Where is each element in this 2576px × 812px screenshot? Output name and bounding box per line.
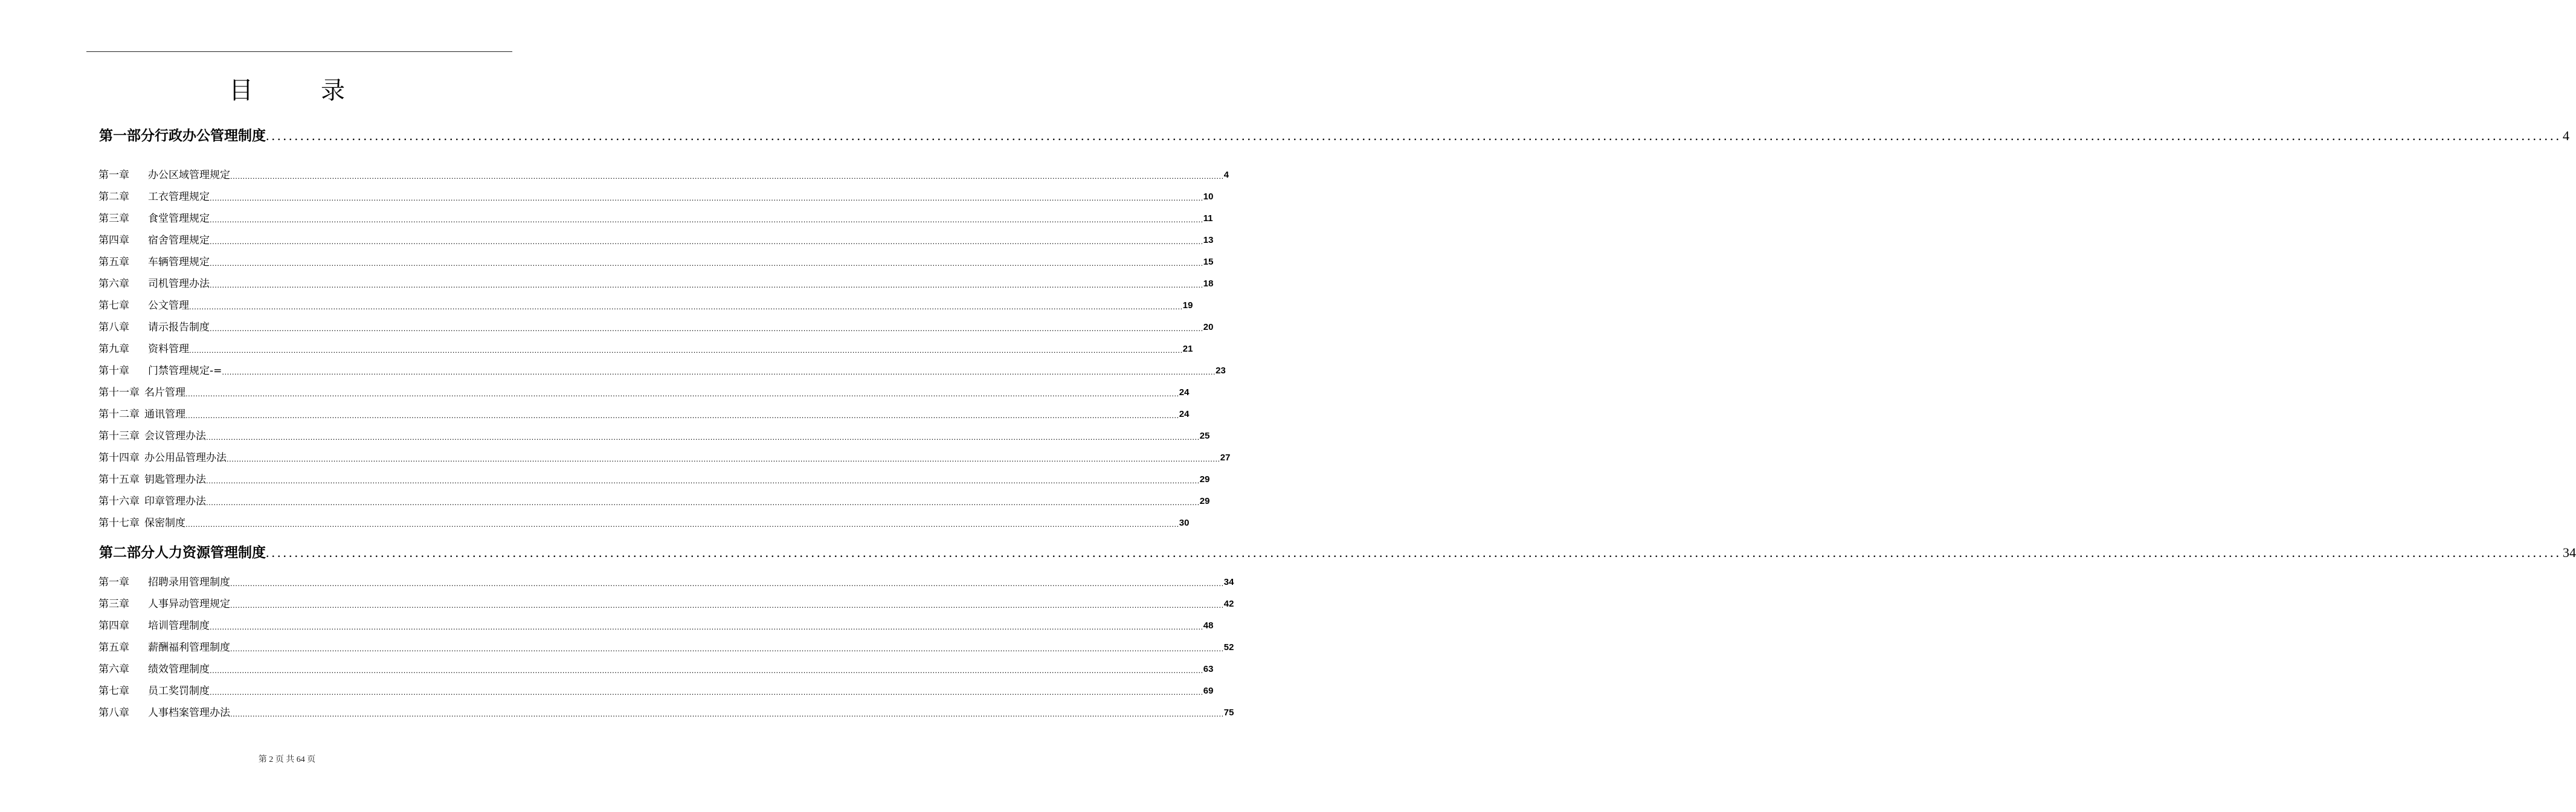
chapter-page-number: 10 xyxy=(1203,192,1214,202)
chapter-number: 第十章 xyxy=(98,365,129,377)
part-label: 第一部分 xyxy=(99,128,155,144)
dot-leader: ................................................................................................................................................................................................................................................................................................................................................................................................................ xyxy=(206,498,1200,507)
chapter-page-number: 25 xyxy=(1199,431,1210,441)
chapter-title: 薪酬福利管理制度 xyxy=(148,642,230,654)
dot-leader: ................................................................................................................................................................................................................................................................................................................................................................................................................ xyxy=(206,476,1200,485)
dot-leader: ................................................................................................................................................................................................................................................................................................................................................................................................................ xyxy=(222,367,1216,376)
chapter-title: 名片管理 xyxy=(144,387,185,399)
toc-entry[interactable] xyxy=(98,341,1193,356)
chapter-number: 第九章 xyxy=(98,343,129,355)
dot-leader: ................................................................................................................................................................................................................................................................................................................................................................................................................ xyxy=(185,411,1179,420)
chapter-number: 第四章 xyxy=(98,234,129,246)
page-footer: 第 2 页 共 64 页 xyxy=(258,755,316,764)
toc-entry[interactable] xyxy=(98,450,1231,465)
chapter-title: 公文管理 xyxy=(148,300,189,312)
toc-entry[interactable] xyxy=(98,232,1214,248)
toc-entry[interactable] xyxy=(98,574,1234,590)
chapter-number: 第三章 xyxy=(98,213,129,225)
chapter-title: 工衣管理规定 xyxy=(148,191,210,203)
dot-leader: ................................................................................................................................................................................................................................................................................................................................................................................................................ xyxy=(230,709,1224,718)
chapter-title: 办公区域管理规定 xyxy=(148,169,230,181)
chapter-page-number: 27 xyxy=(1220,453,1231,463)
chapter-title: 司机管理办法 xyxy=(148,278,210,290)
chapter-title: 请示报告制度 xyxy=(148,321,210,334)
toc-entry[interactable] xyxy=(98,384,1190,400)
chapter-page-number: 63 xyxy=(1203,664,1214,674)
dot-leader: ................................................................................................................................................................................................................................................................................................................................................................................................................ xyxy=(230,172,1224,181)
dot-leader: ................................................................................................................................................................................................................................................................................................................................................................................................................ xyxy=(210,622,1203,631)
part-page-number: 4 xyxy=(2563,128,2569,143)
toc-entry[interactable] xyxy=(98,471,1210,487)
chapter-page-number: 29 xyxy=(1199,474,1210,485)
chapter-page-number: 24 xyxy=(1179,387,1190,398)
chapter-number: 第七章 xyxy=(98,685,129,697)
chapter-title: 办公用品管理办法 xyxy=(144,452,227,464)
chapter-page-number: 42 xyxy=(1223,599,1234,609)
chapter-page-number: 52 xyxy=(1223,642,1234,652)
chapter-title: 通讯管理 xyxy=(144,408,185,420)
dot-leader: ................................................................................................................................................................................................................................................................................................................................................................................................................ xyxy=(189,302,1183,311)
page-title: 目 录 xyxy=(229,77,367,105)
dot-leader: ................................................................................................................................................................................................................................................................................................................................................................................................................ xyxy=(210,215,1203,224)
toc-entry[interactable] xyxy=(98,406,1190,422)
toc-entry[interactable] xyxy=(98,493,1210,509)
chapter-title: 印章管理办法 xyxy=(144,495,206,507)
chapter-page-number: 23 xyxy=(1216,366,1226,376)
dot-leader: ................................................................................................................................................................................................................................................................................................................................................................................................................ xyxy=(210,280,1203,289)
toc-entry[interactable] xyxy=(98,254,1214,269)
part-name: 人力资源管理制度 xyxy=(155,545,266,561)
chapter-number: 第十七章 xyxy=(98,517,140,529)
chapter-title: 资料管理 xyxy=(148,343,189,355)
dot-leader: ................................................................................................................................................................................................................................................................................................................................................................................................................ xyxy=(266,545,2562,560)
chapter-number: 第二章 xyxy=(98,191,129,203)
chapter-title: 人事异动管理规定 xyxy=(148,598,230,610)
chapter-number: 第一章 xyxy=(98,169,129,181)
chapter-number: 第一章 xyxy=(98,576,129,588)
chapter-page-number: 4 xyxy=(1223,170,1229,180)
chapter-page-number: 20 xyxy=(1203,322,1214,332)
part1-heading[interactable] xyxy=(99,124,2569,145)
chapter-title: 食堂管理规定 xyxy=(148,213,210,225)
toc-entry[interactable] xyxy=(98,683,1214,698)
dot-leader: ................................................................................................................................................................................................................................................................................................................................................................................................................ xyxy=(210,666,1203,675)
chapter-page-number: 30 xyxy=(1179,518,1190,528)
chapter-number: 第七章 xyxy=(98,300,129,312)
toc-entry[interactable] xyxy=(98,661,1214,677)
chapter-title: 绩效管理制度 xyxy=(148,663,210,675)
part-label: 第二部分 xyxy=(99,545,155,561)
dot-leader: ................................................................................................................................................................................................................................................................................................................................................................................................................ xyxy=(210,237,1203,246)
toc-entry[interactable] xyxy=(98,515,1190,530)
chapter-title: 员工奖罚制度 xyxy=(148,685,210,697)
chapter-number: 第五章 xyxy=(98,256,129,268)
dot-leader: ................................................................................................................................................................................................................................................................................................................................................................................................................ xyxy=(230,579,1224,588)
chapter-page-number: 29 xyxy=(1199,496,1210,506)
chapter-title: 车辆管理规定 xyxy=(148,256,210,268)
chapter-title: 钥匙管理办法 xyxy=(144,474,206,486)
dot-leader: ................................................................................................................................................................................................................................................................................................................................................................................................................ xyxy=(230,601,1224,610)
part-page-number: 34 xyxy=(2563,545,2576,560)
chapter-title: 保密制度 xyxy=(144,517,185,529)
toc-entry[interactable] xyxy=(98,319,1214,335)
chapter-number: 第八章 xyxy=(98,707,129,719)
chapter-title: 培训管理制度 xyxy=(148,620,210,632)
chapter-title: 宿舍管理规定 xyxy=(148,234,210,246)
toc-entry[interactable] xyxy=(98,210,1213,226)
chapter-page-number: 15 xyxy=(1203,257,1214,267)
chapter-page-number: 21 xyxy=(1182,344,1193,354)
header-rule xyxy=(86,51,512,52)
toc-entry[interactable] xyxy=(98,297,1193,313)
chapter-page-number: 75 xyxy=(1223,707,1234,718)
part-name: 行政办公管理制度 xyxy=(155,128,266,144)
chapter-number: 第十二章 xyxy=(98,408,140,420)
toc-entry[interactable] xyxy=(98,276,1214,291)
toc-entry[interactable] xyxy=(98,167,1229,182)
chapter-number: 第四章 xyxy=(98,620,129,632)
chapter-number: 第五章 xyxy=(98,642,129,654)
chapter-number: 第十四章 xyxy=(98,452,140,464)
dot-leader: ................................................................................................................................................................................................................................................................................................................................................................................................................ xyxy=(185,520,1179,529)
toc-entry[interactable] xyxy=(98,596,1234,611)
chapter-page-number: 48 xyxy=(1203,620,1214,631)
chapter-title: 门禁管理规定-= xyxy=(148,365,222,377)
dot-leader: ................................................................................................................................................................................................................................................................................................................................................................................................................ xyxy=(189,346,1183,355)
chapter-title: 人事档案管理办法 xyxy=(148,707,230,719)
dot-leader: ................................................................................................................................................................................................................................................................................................................................................................................................................ xyxy=(185,389,1179,398)
dot-leader: ................................................................................................................................................................................................................................................................................................................................................................................................................ xyxy=(227,454,1220,463)
chapter-number: 第六章 xyxy=(98,663,129,675)
dot-leader: ................................................................................................................................................................................................................................................................................................................................................................................................................ xyxy=(206,433,1200,442)
chapter-number: 第十五章 xyxy=(98,474,140,486)
toc-entry[interactable] xyxy=(98,617,1214,633)
toc-entry[interactable] xyxy=(98,639,1234,655)
chapter-title: 招聘录用管理制度 xyxy=(148,576,230,588)
chapter-page-number: 11 xyxy=(1203,213,1213,224)
chapter-page-number: 18 xyxy=(1203,279,1214,289)
dot-leader: ................................................................................................................................................................................................................................................................................................................................................................................................................ xyxy=(210,324,1203,333)
chapter-page-number: 69 xyxy=(1203,686,1214,696)
chapter-page-number: 19 xyxy=(1182,300,1193,311)
toc-entry[interactable] xyxy=(98,428,1210,443)
chapter-number: 第十六章 xyxy=(98,495,140,507)
chapter-title: 会议管理办法 xyxy=(144,430,206,442)
chapter-page-number: 34 xyxy=(1223,577,1234,587)
dot-leader: ................................................................................................................................................................................................................................................................................................................................................................................................................ xyxy=(210,688,1203,697)
chapter-number: 第十三章 xyxy=(98,430,140,442)
chapter-number: 第八章 xyxy=(98,321,129,334)
dot-leader: ................................................................................................................................................................................................................................................................................................................................................................................................................ xyxy=(230,644,1224,653)
dot-leader: ................................................................................................................................................................................................................................................................................................................................................................................................................ xyxy=(266,128,2562,143)
chapter-page-number: 13 xyxy=(1203,235,1214,245)
chapter-number: 第六章 xyxy=(98,278,129,290)
dot-leader: ................................................................................................................................................................................................................................................................................................................................................................................................................ xyxy=(210,193,1203,202)
part2-heading[interactable] xyxy=(99,541,2576,562)
chapter-number: 第三章 xyxy=(98,598,129,610)
toc-entry[interactable] xyxy=(98,362,1226,378)
chapter-page-number: 24 xyxy=(1179,409,1190,419)
dot-leader: ................................................................................................................................................................................................................................................................................................................................................................................................................ xyxy=(210,259,1203,268)
toc-entry[interactable] xyxy=(98,704,1234,720)
chapter-number: 第十一章 xyxy=(98,387,140,399)
toc-entry[interactable] xyxy=(98,188,1214,204)
